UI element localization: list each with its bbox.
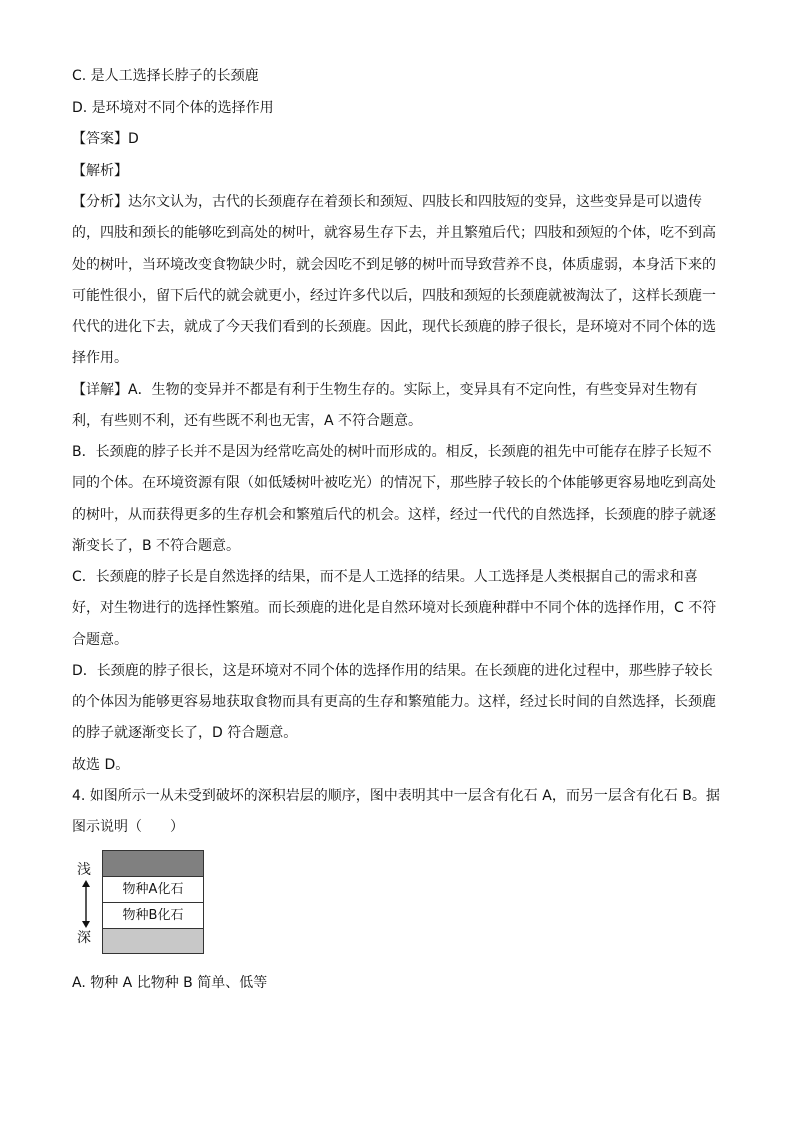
rock-strata-diagram [72, 850, 212, 960]
text-line: 可能性很小，留下后代的就会就更小，经过许多代以后，四肢和颈短的长颈鹿就被淘汰了，这样长颈鹿一 [72, 288, 716, 304]
text-line: 【答案】D [72, 131, 139, 147]
text-line: 的树叶，从而获得更多的生存机会和繁殖后代的机会。这样，经过一代代的自然选择，长颈鹿的脖子就逐 [72, 507, 716, 523]
text-line: 好，对生物进行的选择性繁殖。而长颈鹿的进化是自然环境对长颈鹿种群中不同个体的选择作用，C 不符 [72, 600, 717, 616]
text-line: 【分析】达尔文认为，古代的长颈鹿存在着颈长和颈短、四肢长和四肢短的变异，这些变异是可以遗传 [72, 194, 702, 210]
text-line: 故选 D。 [72, 757, 130, 773]
deep-label: 深 [77, 930, 91, 946]
text-line: C．长颈鹿的脖子长是自然选择的结果，而不是人工选择的结果。人工选择是人类根据自己的需求和喜 [72, 569, 698, 585]
text-line: 合题意。 [72, 632, 128, 648]
text-line: 利，有些则不利，还有些既不利也无害，A 不符合题意。 [72, 413, 423, 429]
fossil-a-layer: 物种A化石 [103, 877, 203, 903]
strata-column [102, 850, 204, 954]
fossil-b-layer: 物种B化石 [103, 903, 203, 929]
text-line: 【详解】A．生物的变异并不都是有利于生物生存的。实际上，变异具有不定向性，有些变异对生物有 [72, 382, 698, 398]
text-line: 同的个体。在环境资源有限（如低矮树叶被吃光）的情况下，那些脖子较长的个体能够更容易地吃到高处 [72, 475, 716, 491]
text-line: 的脖子就逐渐变长了，D 符合题意。 [72, 725, 298, 741]
text-line: C. 是人工选择长脖子的长颈鹿 [72, 68, 259, 84]
text-line: 的个体因为能够更容易地获取食物而具有更高的生存和繁殖能力。这样，经过长时间的自然选择，长颈鹿 [72, 694, 716, 710]
text-line: A. 物种 A 比物种 B 简单、低等 [72, 975, 268, 991]
text-line: 择作用。 [72, 350, 128, 366]
top-stratum [103, 851, 203, 877]
bottom-stratum [103, 929, 203, 953]
text-line: 处的树叶，当环境改变食物缺少时，就会因吃不到足够的树叶而导致营养不良，体质虚弱，本身活下来的 [72, 257, 716, 273]
text-line: D．长颈鹿的脖子很长，这是环境对不同个体的选择作用的结果。在长颈鹿的进化过程中，那些脖子较长 [72, 663, 713, 679]
shallow-label: 浅 [77, 862, 91, 878]
text-line: 渐变长了，B 不符合题意。 [72, 538, 241, 554]
text-line: 图示说明（ ） [72, 819, 184, 835]
depth-arrow-icon [79, 880, 93, 928]
text-line: D. 是环境对不同个体的选择作用 [72, 100, 274, 116]
text-line: 4. 如图所示一从未受到破坏的深积岩层的顺序，图中表明其中一层含有化石 A，而另一层含有化石 B。据 [72, 788, 720, 804]
text-line: 代代的进化下去，就成了今天我们看到的长颈鹿。因此，现代长颈鹿的脖子很长，是环境对不同个体的选 [72, 319, 716, 335]
text-line: B．长颈鹿的脖子长并不是因为经常吃高处的树叶而形成的。相反，长颈鹿的祖先中可能存在脖子长短不 [72, 444, 712, 460]
text-line: 的，四肢和颈长的能够吃到高处的树叶，就容易生存下去，并且繁殖后代；四肢和颈短的个体，吃不到高 [72, 225, 716, 241]
text-line: 【解析】 [72, 163, 128, 179]
